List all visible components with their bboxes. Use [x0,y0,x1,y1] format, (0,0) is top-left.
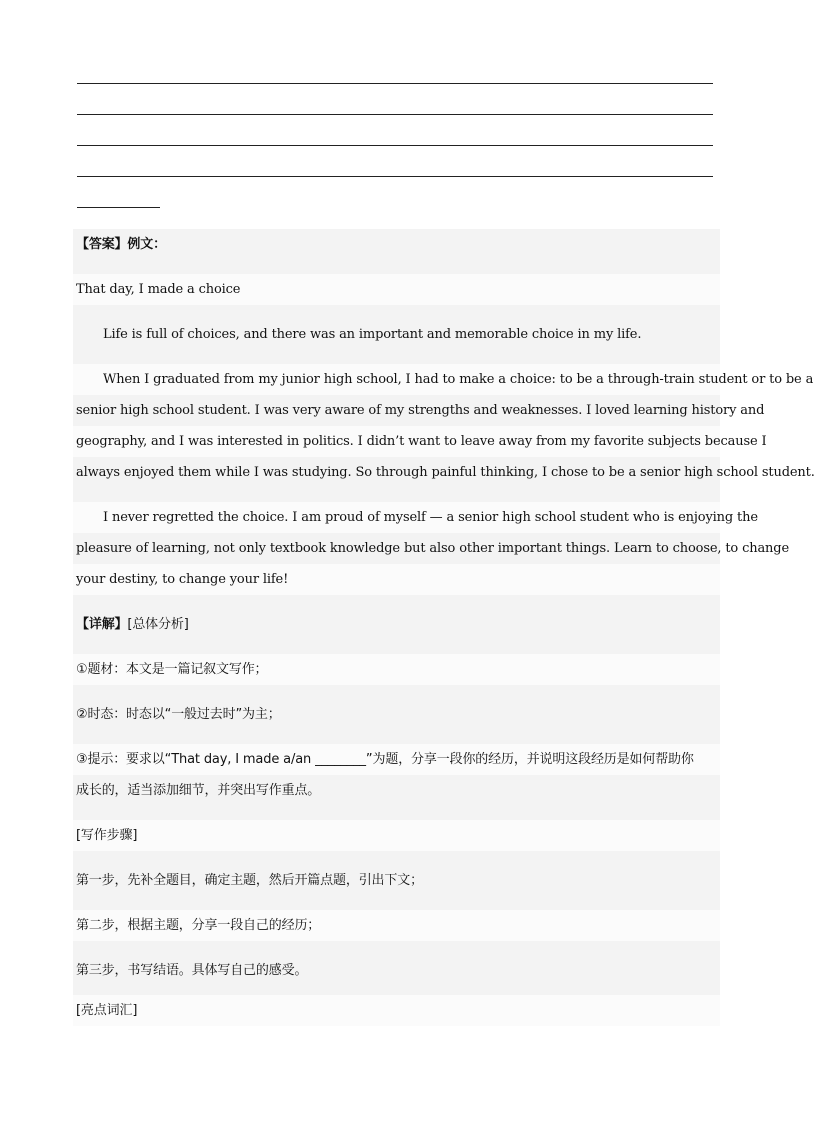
essay-paragraph-3-line [73,533,789,564]
paragraph-text: geography, and I was interested in politics. I didn’t want to leave away from my favorite subjects because I [76,434,767,449]
essay-paragraph-2-line [73,426,767,457]
steps-heading-line [73,820,720,851]
paragraph-text: I never regretted the choice. I am proud of myself — a senior high school student who is enjoying the [103,510,758,525]
analysis-label: 【详解】 [76,617,128,632]
analysis-subheading: [总体分析] [127,617,189,632]
analysis-heading [76,609,720,640]
answer-heading: 【答案】例文： [76,237,166,252]
answer-blank-line [77,83,713,84]
paragraph-text: Life is full of choices, and there was an important and memorable choice in my life. [103,327,642,342]
essay-paragraph-2-line [73,364,814,395]
analysis-item-text: ②时态：时态以“一般过去时”为主； [76,707,281,722]
step-text: 第三步，书写结语。具体写自己的感受。 [76,963,308,978]
essay-paragraph-3-line [73,502,758,533]
paragraph-text: always enjoyed them while I was studying. So through painful thinking, I chose to be a senior high school student. [76,465,815,480]
essay-paragraph-3-line [73,564,720,595]
answer-blank-line [77,145,713,146]
answer-blank-line [77,207,160,208]
analysis-item-text: 成长的，适当添加细节，并突出写作重点。 [76,783,321,798]
step-item [73,955,720,986]
analysis-item-text: ③提示：要求以“That day, I made a/an ________”为题，分享一段你的经历，并说明这段经历是如何帮助你 [76,752,694,767]
answer-heading-line [73,229,720,260]
analysis-item [73,654,720,685]
step-text: 第二步，根据主题，分享一段自己的经历； [76,918,321,933]
analysis-item [73,775,720,806]
paragraph-text: your destiny, to change your life! [76,572,289,587]
essay-paragraph-2-line [73,395,765,426]
step-text: 第一步，先补全题目，确定主题，然后开篇点题，引出下文； [76,873,423,888]
vocab-heading-line [73,995,720,1026]
steps-heading: [写作步骤] [76,828,138,843]
paragraph-text: pleasure of learning, not only textbook knowledge but also other important things. Learn to choose, to change [76,541,789,556]
essay-paragraph-2-line [73,457,815,488]
essay-title: That day, I made a choice [76,282,241,297]
step-item [73,865,720,896]
paragraph-text: senior high school student. I was very aware of my strengths and weaknesses. I loved learning history and [76,403,765,418]
vocab-heading: [亮点词汇] [76,1003,138,1018]
answer-panel [73,229,815,1026]
answer-blank-line [77,176,713,177]
analysis-item-text: ①题材：本文是一篇记叙文写作； [76,662,268,677]
answer-blank-line [77,114,713,115]
analysis-item [73,744,720,775]
essay-paragraph-1 [73,319,720,350]
analysis-item [73,699,720,730]
analysis-heading-line [73,609,720,640]
essay-title-line [73,274,720,305]
paragraph-text: When I graduated from my junior high school, I had to make a choice: to be a through-train student or to be a [103,372,814,387]
step-item [73,910,720,941]
